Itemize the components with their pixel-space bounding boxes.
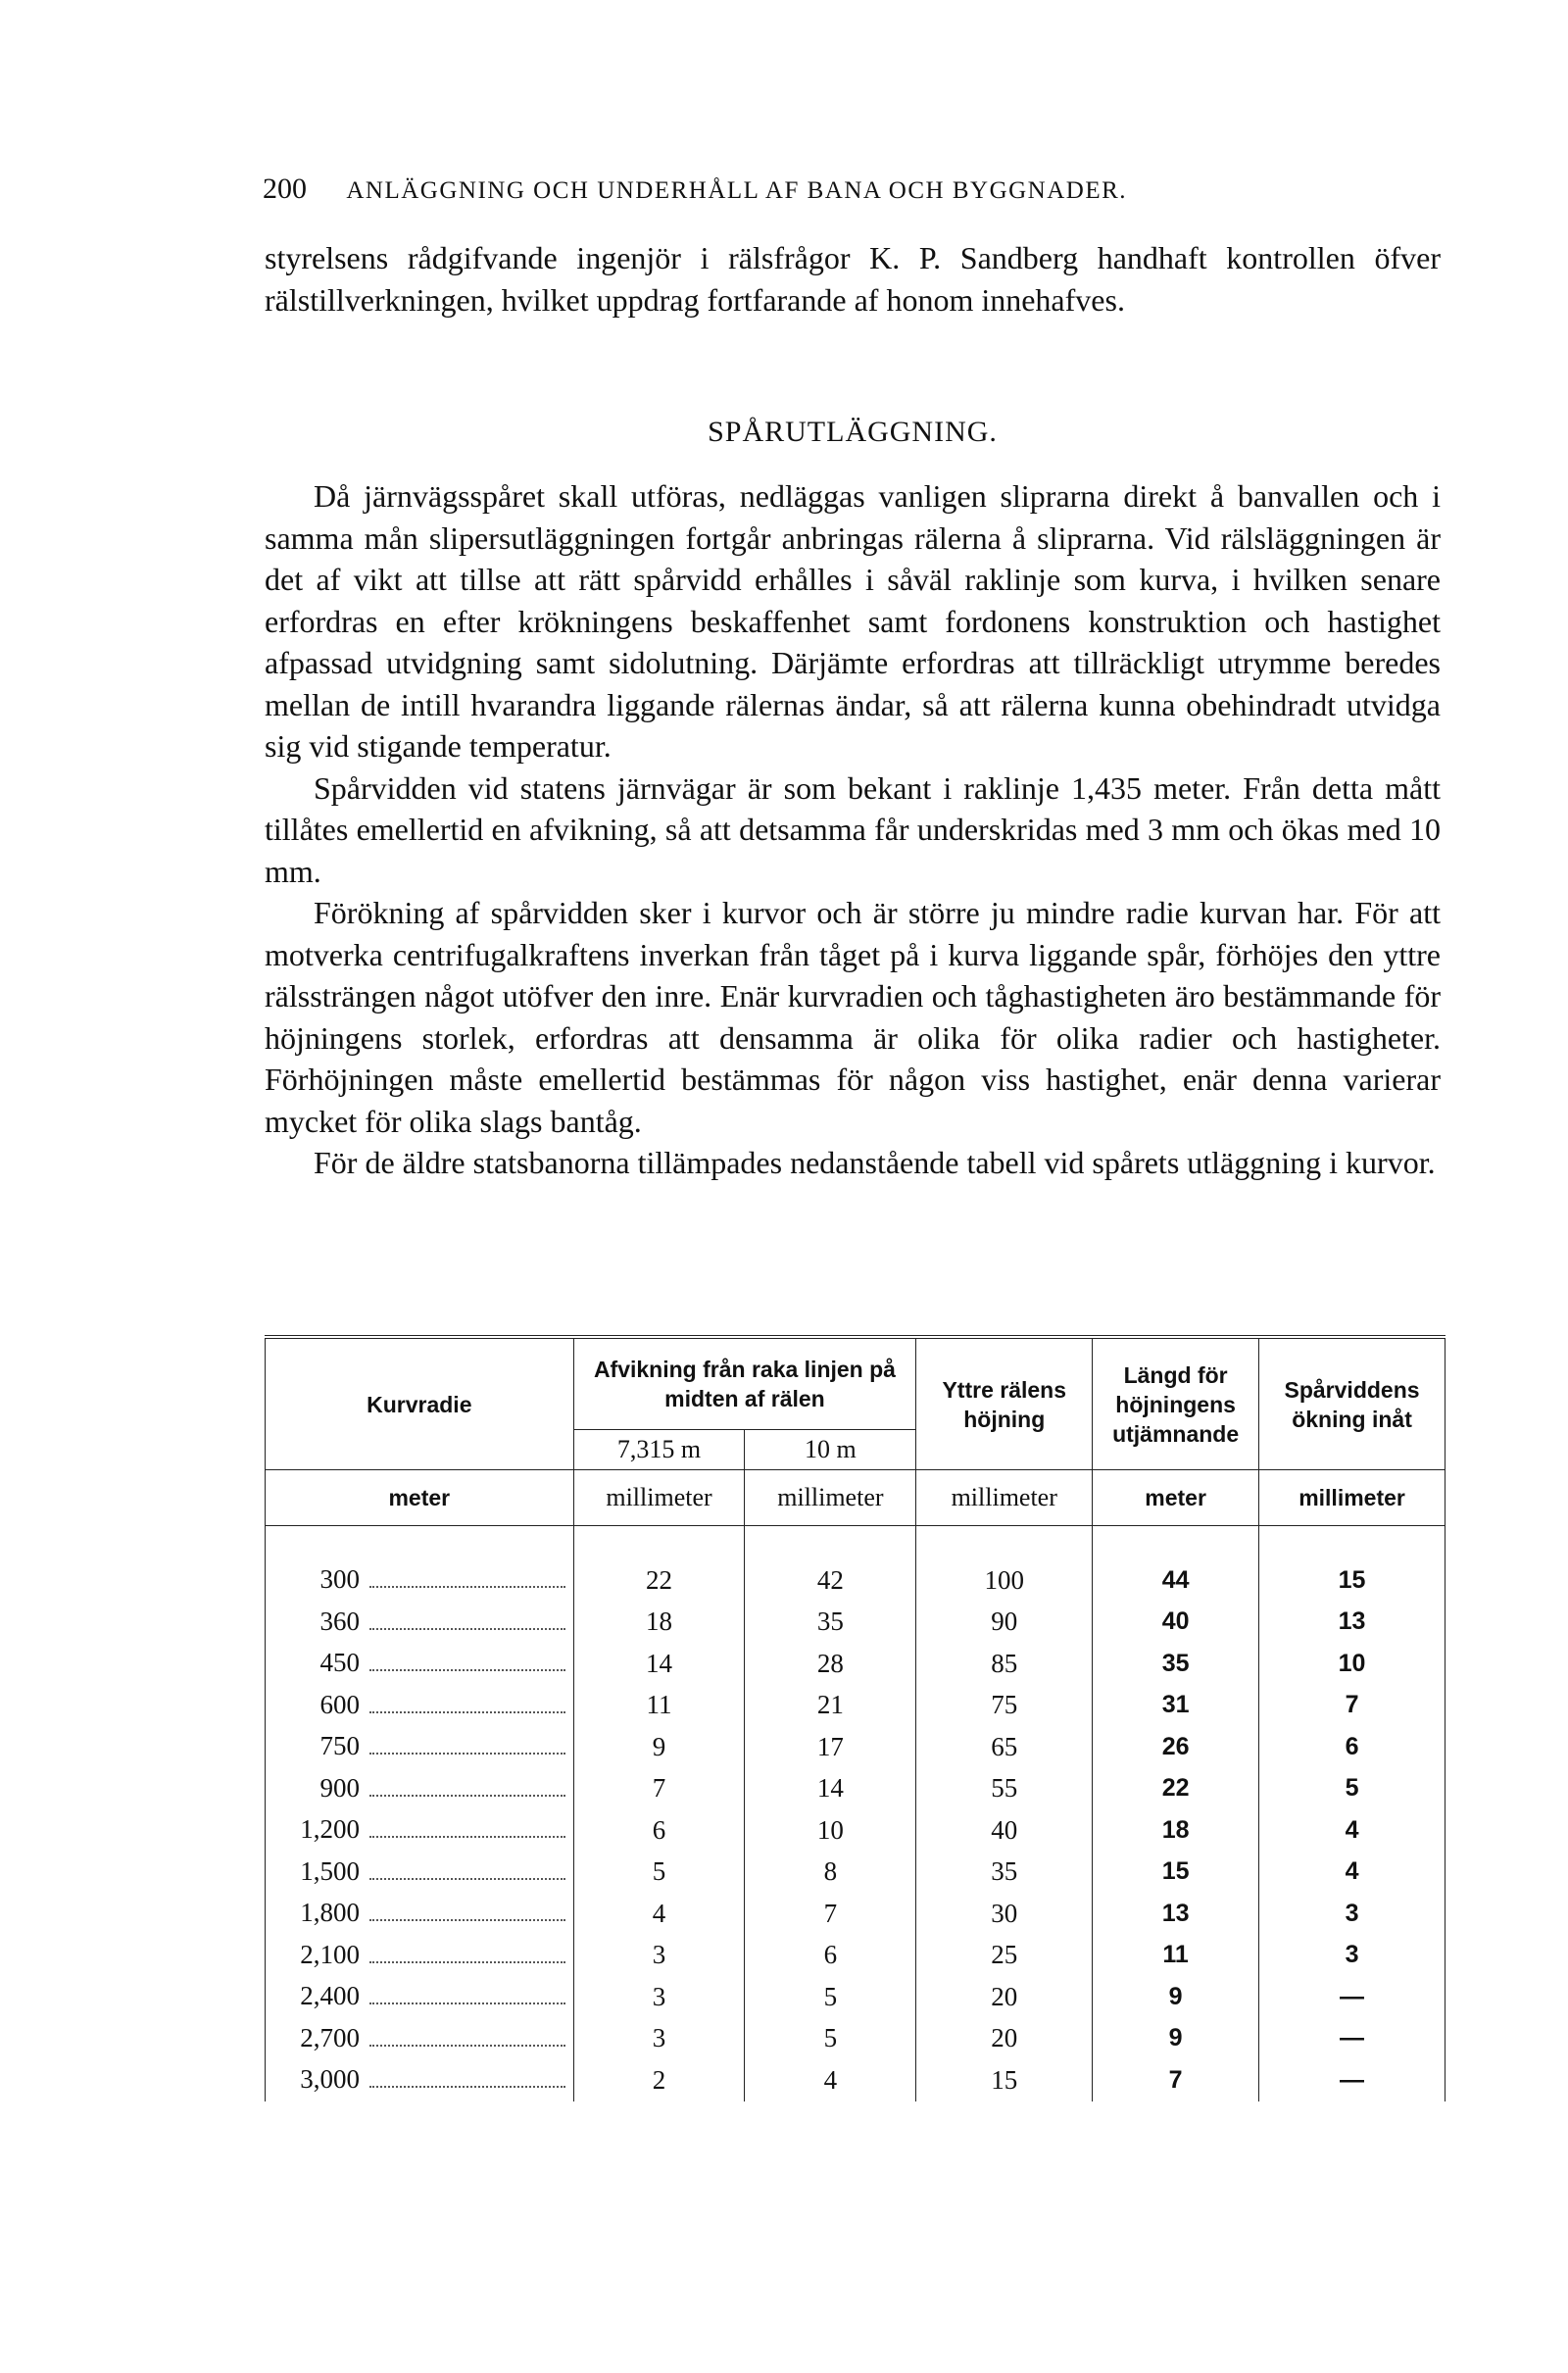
table-spacer bbox=[266, 1526, 1446, 1560]
table-cell: 2 bbox=[573, 2059, 745, 2101]
radius-value: 1,500 bbox=[300, 1855, 360, 1886]
radius-value: 600 bbox=[319, 1689, 360, 1719]
table-cell: 9 bbox=[573, 1726, 745, 1768]
table-cell: 20 bbox=[916, 2018, 1093, 2060]
radius-cell bbox=[266, 1893, 574, 1935]
table-cell: 18 bbox=[1093, 1809, 1259, 1852]
table-cell: 35 bbox=[745, 1602, 916, 1644]
table-cell: 6 bbox=[1259, 1726, 1446, 1768]
table-cell: 13 bbox=[1093, 1893, 1259, 1935]
table-cell: 18 bbox=[573, 1602, 745, 1644]
radius-value: 1,800 bbox=[300, 1898, 360, 1928]
table-cell: 14 bbox=[745, 1768, 916, 1810]
radius-value: 300 bbox=[319, 1564, 360, 1595]
table-row bbox=[266, 1976, 1446, 2018]
radius-value: 3,000 bbox=[300, 2064, 360, 2095]
table-cell: 44 bbox=[1093, 1559, 1259, 1602]
table-row bbox=[266, 2018, 1446, 2060]
table-cell: 25 bbox=[916, 1935, 1093, 1977]
table-row bbox=[266, 1602, 1446, 1644]
running-title: ANLÄGGNING OCH UNDERHÅLL AF BANA OCH BYGGNADER. bbox=[346, 177, 1128, 204]
unit-cell: millimeter bbox=[1259, 1470, 1446, 1526]
radius-cell bbox=[266, 1976, 574, 2018]
table-cell: 40 bbox=[1093, 1602, 1259, 1644]
dot-leader bbox=[369, 1586, 565, 1588]
table-cell: 11 bbox=[573, 1685, 745, 1727]
unit-cell: millimeter bbox=[916, 1470, 1093, 1526]
paragraph: Då järnvägsspåret skall utföras, nedläggas vanligen sliprarna direkt å banvallen och i samma mån slipersutläggningen fortgår anbringas rälerna å sliprarna. Vid rälsläggningen är det af vikt att tillse att rätt spårvidd erhålles i såväl raklinje som kurva, i hvilken senare erfordras en efter krökningens beskaffenhet samt fordonens konstruktion och hastighet afpassad utvidgning samt sidolutning. Därjämte erfordras att tillräckligt utrymme beredes mellan de intill hvarandra liggande rälernas ändar, så att rälerna kunna obehindradt utvidga sig vid stigande temperatur. bbox=[265, 478, 1441, 764]
table-cell: 100 bbox=[916, 1559, 1093, 1602]
radius-cell bbox=[266, 1935, 574, 1977]
radius-cell bbox=[266, 1768, 574, 1810]
table-cell: 31 bbox=[1093, 1685, 1259, 1727]
table-cell: 35 bbox=[916, 1852, 1093, 1894]
table-cell: 3 bbox=[573, 2018, 745, 2060]
radius-cell bbox=[266, 2059, 574, 2101]
dot-leader bbox=[369, 2086, 565, 2088]
table-cell: 9 bbox=[1093, 1976, 1259, 2018]
dot-leader bbox=[369, 1878, 565, 1880]
intro-paragraph: styrelsens rådgifvande ingenjör i rälsfrågor K. P. Sandberg handhaft kontrollen öfver rälstillverkningen, hvilket uppdrag fortfarande af honom innehafves. bbox=[265, 240, 1441, 318]
table-cell: 4 bbox=[745, 2059, 916, 2101]
table-cell: 3 bbox=[573, 1935, 745, 1977]
table-cell: 5 bbox=[745, 1976, 916, 2018]
unit-cell: millimeter bbox=[573, 1470, 745, 1526]
dot-leader bbox=[369, 1961, 565, 1963]
header-afvikning-sub1: 7,315 m bbox=[573, 1430, 745, 1470]
table-cell: 8 bbox=[745, 1852, 916, 1894]
paragraph: Förökning af spårvidden sker i kurvor och är större ju mindre radie kurvan har. För att motverka centrifugalkraftens inverkan från tåget på i kurva liggande spår, förhöjes den yttre rälssträngen något utöfver den inre. Enär kurvradien och tåghastigheten äro bestämmande för höjningens storlek, erfordras att densamma är olika för olika radier och hastigheter. Förhöjningen måste emellertid bestämmas för någon viss hastighet, enär denna varierar mycket för olika slags bantåg. bbox=[265, 895, 1441, 1139]
radius-value: 360 bbox=[319, 1606, 360, 1636]
table-cell: 55 bbox=[916, 1768, 1093, 1810]
paragraph: Spårvidden vid statens järnvägar är som bekant i raklinje 1,435 meter. Från detta mått tillåtes emellertid en afvikning, så att detsamma får underskridas med 3 mm och ökas med 10 mm. bbox=[265, 769, 1441, 889]
main-text bbox=[265, 475, 1441, 1184]
radius-cell bbox=[266, 1726, 574, 1768]
table-cell: 35 bbox=[1093, 1643, 1259, 1685]
radius-value: 450 bbox=[319, 1648, 360, 1678]
table-row bbox=[266, 1809, 1446, 1852]
table-cell: 65 bbox=[916, 1726, 1093, 1768]
page-number: 200 bbox=[263, 173, 307, 205]
table-row bbox=[266, 1893, 1446, 1935]
unit-row bbox=[266, 1470, 1446, 1526]
radius-cell bbox=[266, 1559, 574, 1602]
intro-text bbox=[265, 237, 1441, 321]
unit-cell: millimeter bbox=[745, 1470, 916, 1526]
dot-leader bbox=[369, 1919, 565, 1921]
dot-leader bbox=[369, 1669, 565, 1671]
table-cell: 14 bbox=[573, 1643, 745, 1685]
curve-table bbox=[265, 1335, 1446, 2101]
table-row bbox=[266, 1852, 1446, 1894]
header-afvikning-sub2: 10 m bbox=[745, 1430, 916, 1470]
table-cell: 75 bbox=[916, 1685, 1093, 1727]
table-cell: 22 bbox=[1093, 1768, 1259, 1810]
table-cell: 3 bbox=[1259, 1893, 1446, 1935]
radius-cell bbox=[266, 1643, 574, 1685]
table-cell: 17 bbox=[745, 1726, 916, 1768]
header-kurvradie: Kurvradie bbox=[266, 1337, 574, 1470]
table-cell: — bbox=[1259, 1976, 1446, 2018]
table-cell: 4 bbox=[573, 1893, 745, 1935]
radius-cell bbox=[266, 1809, 574, 1852]
table-row bbox=[266, 1935, 1446, 1977]
dot-leader bbox=[369, 1711, 565, 1713]
table-cell: 42 bbox=[745, 1559, 916, 1602]
table-cell: 40 bbox=[916, 1809, 1093, 1852]
table-cell: 30 bbox=[916, 1893, 1093, 1935]
radius-cell bbox=[266, 1685, 574, 1727]
table-cell: 3 bbox=[573, 1976, 745, 2018]
table-cell: 7 bbox=[745, 1893, 916, 1935]
table-cell: — bbox=[1259, 2018, 1446, 2060]
table-cell: 21 bbox=[745, 1685, 916, 1727]
table-row bbox=[266, 1768, 1446, 1810]
table-cell: 7 bbox=[1093, 2059, 1259, 2101]
table-cell: 85 bbox=[916, 1643, 1093, 1685]
table-cell: 4 bbox=[1259, 1809, 1446, 1852]
dot-leader bbox=[369, 1795, 565, 1797]
table-cell: 5 bbox=[573, 1852, 745, 1894]
paragraph: För de äldre statsbanorna tillämpades nedanstående tabell vid spårets utläggning i kurvor. bbox=[314, 1145, 1436, 1180]
section-heading: SPÅRUTLÄGGNING. bbox=[708, 416, 998, 448]
dot-leader bbox=[369, 1753, 565, 1755]
header-afvikning: Afvikning från raka linjen på midten af rälen bbox=[573, 1337, 916, 1430]
radius-cell bbox=[266, 1852, 574, 1894]
table-cell: 15 bbox=[1259, 1559, 1446, 1602]
table-cell: 10 bbox=[1259, 1643, 1446, 1685]
dot-leader bbox=[369, 1628, 565, 1630]
header-sparvidd: Spårviddens ökning inåt bbox=[1259, 1337, 1446, 1470]
table-cell: 90 bbox=[916, 1602, 1093, 1644]
table-cell: 15 bbox=[1093, 1852, 1259, 1894]
table-row bbox=[266, 1643, 1446, 1685]
page-header bbox=[263, 173, 1439, 206]
table-cell: 10 bbox=[745, 1809, 916, 1852]
radius-cell bbox=[266, 2018, 574, 2060]
radius-value: 1,200 bbox=[300, 1814, 360, 1845]
table-cell: 6 bbox=[745, 1935, 916, 1977]
radius-value: 2,400 bbox=[300, 1981, 360, 2011]
table-row bbox=[266, 1559, 1446, 1602]
dot-leader bbox=[369, 1836, 565, 1838]
table-row bbox=[266, 1685, 1446, 1727]
header-yttre: Yttre rälens höjning bbox=[916, 1337, 1093, 1470]
table-cell: 13 bbox=[1259, 1602, 1446, 1644]
radius-value: 2,100 bbox=[300, 1939, 360, 1969]
table-cell: 15 bbox=[916, 2059, 1093, 2101]
table-cell: 20 bbox=[916, 1976, 1093, 2018]
table-cell: 7 bbox=[573, 1768, 745, 1810]
radius-value: 900 bbox=[319, 1772, 360, 1803]
table-cell: 3 bbox=[1259, 1935, 1446, 1977]
table-row bbox=[266, 2059, 1446, 2101]
radius-cell bbox=[266, 1602, 574, 1644]
table-cell: 7 bbox=[1259, 1685, 1446, 1727]
table-cell: 28 bbox=[745, 1643, 916, 1685]
unit-cell: meter bbox=[266, 1470, 574, 1526]
table-cell: 22 bbox=[573, 1559, 745, 1602]
dot-leader bbox=[369, 2002, 565, 2004]
table-cell: 26 bbox=[1093, 1726, 1259, 1768]
table-cell: — bbox=[1259, 2059, 1446, 2101]
dot-leader bbox=[369, 2045, 565, 2047]
header-langd: Längd för höjningens utjämnande bbox=[1093, 1337, 1259, 1470]
table-cell: 4 bbox=[1259, 1852, 1446, 1894]
table-row bbox=[266, 1726, 1446, 1768]
table-cell: 5 bbox=[1259, 1768, 1446, 1810]
radius-value: 2,700 bbox=[300, 2022, 360, 2052]
table-cell: 6 bbox=[573, 1809, 745, 1852]
table-cell: 11 bbox=[1093, 1935, 1259, 1977]
table-cell: 9 bbox=[1093, 2018, 1259, 2060]
radius-value: 750 bbox=[319, 1731, 360, 1761]
table-cell: 5 bbox=[745, 2018, 916, 2060]
unit-cell: meter bbox=[1093, 1470, 1259, 1526]
